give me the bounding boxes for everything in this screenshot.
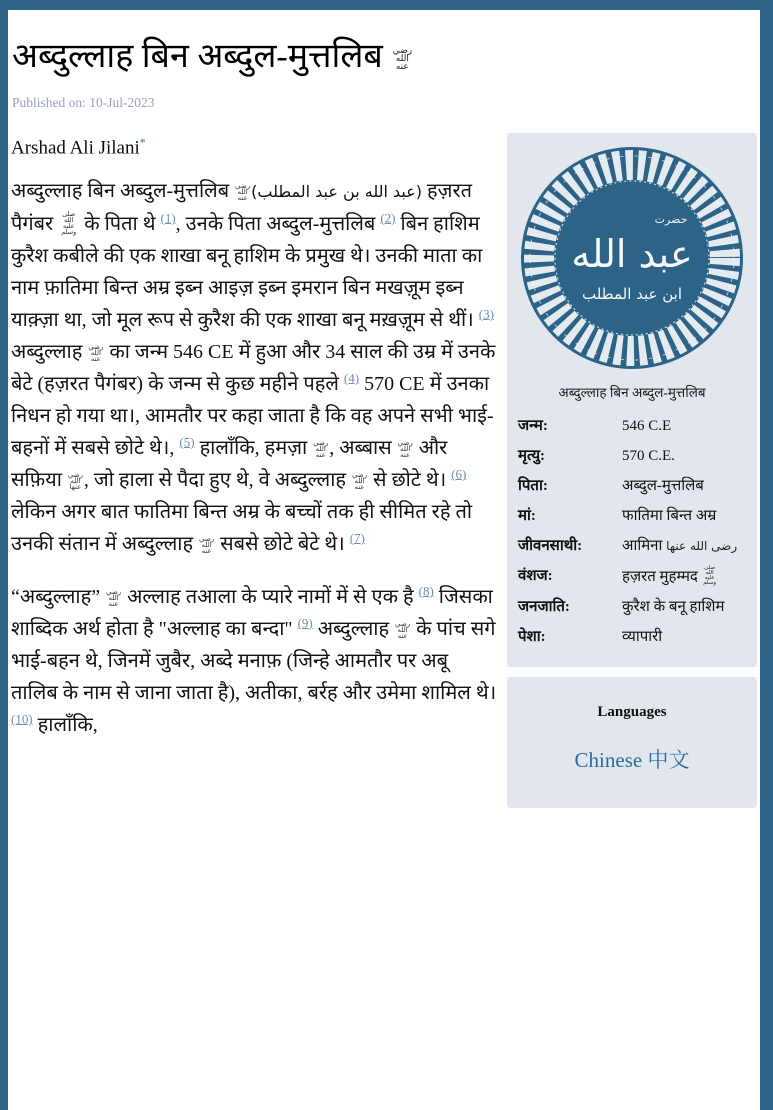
article-body bbox=[11, 133, 497, 808]
footnote-link[interactable]: (1) bbox=[160, 210, 176, 226]
footnote-link[interactable]: (7) bbox=[349, 530, 365, 546]
honorific-mark: رضي الله عنه bbox=[199, 534, 215, 555]
page-title-text: अब्दुल्लाह बिन अब्दुल-मुत्तलिब bbox=[12, 38, 383, 75]
prophet-seal-mark: صلى الله عليه وسلم bbox=[61, 209, 77, 236]
infobox-row bbox=[518, 627, 746, 648]
infobox-row-label: जन्म: bbox=[518, 417, 548, 434]
honorific-mark: رضي الله عنه bbox=[397, 438, 413, 459]
medallion-text-main: عبد الله bbox=[571, 231, 693, 276]
languages-heading: Languages bbox=[597, 703, 667, 720]
footnote-link[interactable]: (4) bbox=[343, 370, 360, 386]
infobox-row-label: जीवनसाथी: bbox=[518, 537, 583, 554]
infobox-row-label: मृत्यु: bbox=[518, 447, 546, 464]
infobox-row-value: 570 C.E. bbox=[622, 447, 675, 464]
honorific-mark: رضي الله عنه bbox=[105, 587, 122, 608]
infobox-row-label: जनजाति: bbox=[518, 598, 570, 615]
honorific-mark: رضي الله عنه bbox=[313, 438, 329, 459]
medallion-wrap bbox=[518, 147, 746, 374]
infobox-row-value: आमिना رضى الله عنها bbox=[622, 537, 738, 554]
honorific-mark: رضي الله عنه bbox=[395, 619, 411, 640]
infobox-row-value: कुरैश के बनू हाशिम bbox=[622, 598, 725, 615]
infobox-row bbox=[518, 506, 746, 527]
infobox-row-label: पेशा: bbox=[518, 628, 546, 645]
infobox-row-label: मां: bbox=[518, 507, 536, 524]
infobox-row bbox=[518, 476, 746, 497]
article-paragraph: अब्दुल्लाह बिन अब्दुल-मुत्तलिब رضي الله عنه (عبد الله بن عبد المطلب) हज़रत पैगंबर صلى الله عليه وسلم के पिता थे $^{(1)}$, उनके पिता अब्दुल-मुत्तलिब $^{(2)}$ बिन हाशिम कुरैश कबीले की एक शाखा बनू हाशिम के प्रमुख थे। उनकी माता का नाम फ़ातिमा बिन्त अम्र इब्न आइज़ इब्न इमरान बिन मखज़ूम इब्न याक़्ज़ा था, जो मूल रूप से कुरैश की एक शाखा बनू मख़ज़ूम से थीं। $^{(3)}$ अब्दुल्लाह رضي الله عنه का जन्म 546 CE में हुआ और 34 साल की उम्र में उनके बेटे (हज़रत पैगंबर) के जन्म से कुछ महीने पहले $^{(4)}$ 570 CE में उनका निधन हो गया था।, आमतौर पर कहा जाता है कि वह अपने सभी भाई-बहनों में सबसे छोटे थे।, $^{(5)}$ हालाँकि, हमज़ा رضي الله عنه , अब्बास رضي الله عنه और सफ़िया رضي الله عنها , जो हाला से पैदा हुए थे, वे अब्दुल्लाह رضي الله عنه से छोटे थे। $^{(6)}$ लेकिन अगर बात फातिमा बिन्त अम्र के बच्चों तक ही सीमित रहे तो उनकी संतान में अब्दुल्लाह رضي الله عنه सबसे छोटे बेटे थे। $^{(7)}$ bbox=[11, 179, 496, 555]
calligraphy-medallion-image bbox=[521, 147, 743, 369]
main-row bbox=[10, 133, 758, 808]
footnote-link[interactable]: (6) bbox=[451, 466, 467, 482]
medallion-text-sub: ابن عبد المطلب bbox=[581, 284, 683, 303]
honorific-mark: رضي الله عنها bbox=[67, 470, 83, 491]
infobox-row bbox=[518, 597, 746, 618]
published-date: Published on: 10-Jul-2023 bbox=[12, 94, 155, 110]
infobox bbox=[507, 133, 757, 667]
prophet-seal-mark: صلى الله عليه وسلم bbox=[703, 564, 717, 586]
infobox-row-label: वंशज: bbox=[518, 567, 553, 584]
infobox-row bbox=[518, 416, 746, 437]
author-note-link[interactable]: * bbox=[139, 134, 146, 149]
page-container bbox=[8, 10, 760, 1110]
footnote-link[interactable]: (10) bbox=[11, 711, 33, 727]
infobox-row-label: पिता: bbox=[518, 477, 548, 494]
arabic-name: (عبد الله بن عبد المطلب) bbox=[251, 181, 423, 201]
infobox-row-value: अब्दुल-मुत्तलिब bbox=[622, 477, 704, 494]
footnote-link[interactable]: (2) bbox=[380, 210, 396, 226]
infobox-caption: अब्दुल्लाह बिन अब्दुल-मुत्तलिब bbox=[558, 384, 706, 400]
medallion-text-top: حضرت bbox=[654, 212, 688, 226]
footnote-link[interactable]: (8) bbox=[418, 583, 434, 599]
sidebar bbox=[507, 133, 757, 808]
infobox-row-value: 546 C.E bbox=[622, 417, 672, 434]
author-name-text: Arshad Ali Jilani bbox=[11, 136, 140, 158]
title-honorific-mark: رضي الله عنه bbox=[392, 46, 413, 72]
languages-box bbox=[507, 677, 757, 808]
infobox-row bbox=[518, 536, 746, 557]
author-name bbox=[11, 135, 497, 159]
infobox-row-value: हज़रत मुहम्मद صلى الله عليه وسلم bbox=[622, 564, 717, 586]
footnote-link[interactable]: (3) bbox=[478, 306, 494, 322]
honorific-mark: رضي الله عنه bbox=[235, 181, 251, 202]
infobox-rows bbox=[518, 416, 746, 648]
honorific-mark: رضي الله عنه bbox=[351, 470, 368, 491]
article-paragraph: “अब्दुल्लाह” رضي الله عنه अल्लाह तआला के प्यारे नामों में से एक है $^{(8)}$ जिसका शाब्दिक अर्थ होता है "अल्लाह का बन्दा" $^{(9)}$ अब्दुल्लाह رضي الله عنه के पांच सगे भाई-बहन थे, जिनमें जुबैर, अब्दे मनाफ़ (जिन्हे आमतौर पर अबू तालिब के नाम से जाना जाता है), अतीका, बर्रह और उमेमा शामिल थे। $^{(10)}$ हालाँकि, bbox=[11, 583, 497, 736]
page-title bbox=[10, 10, 758, 79]
language-link-chinese[interactable]: Chinese 中文 bbox=[574, 747, 690, 772]
infobox-row-value: फातिमा बिन्त अम्र bbox=[622, 507, 717, 524]
footnote-link[interactable]: (9) bbox=[297, 615, 313, 631]
infobox-row bbox=[518, 566, 746, 588]
footnote-link[interactable]: (5) bbox=[179, 434, 195, 450]
honorific-mark: رضى الله عنها bbox=[666, 538, 738, 553]
infobox-row bbox=[518, 446, 746, 467]
infobox-row-value: व्यापारी bbox=[622, 628, 663, 645]
honorific-mark: رضي الله عنه bbox=[88, 342, 104, 363]
